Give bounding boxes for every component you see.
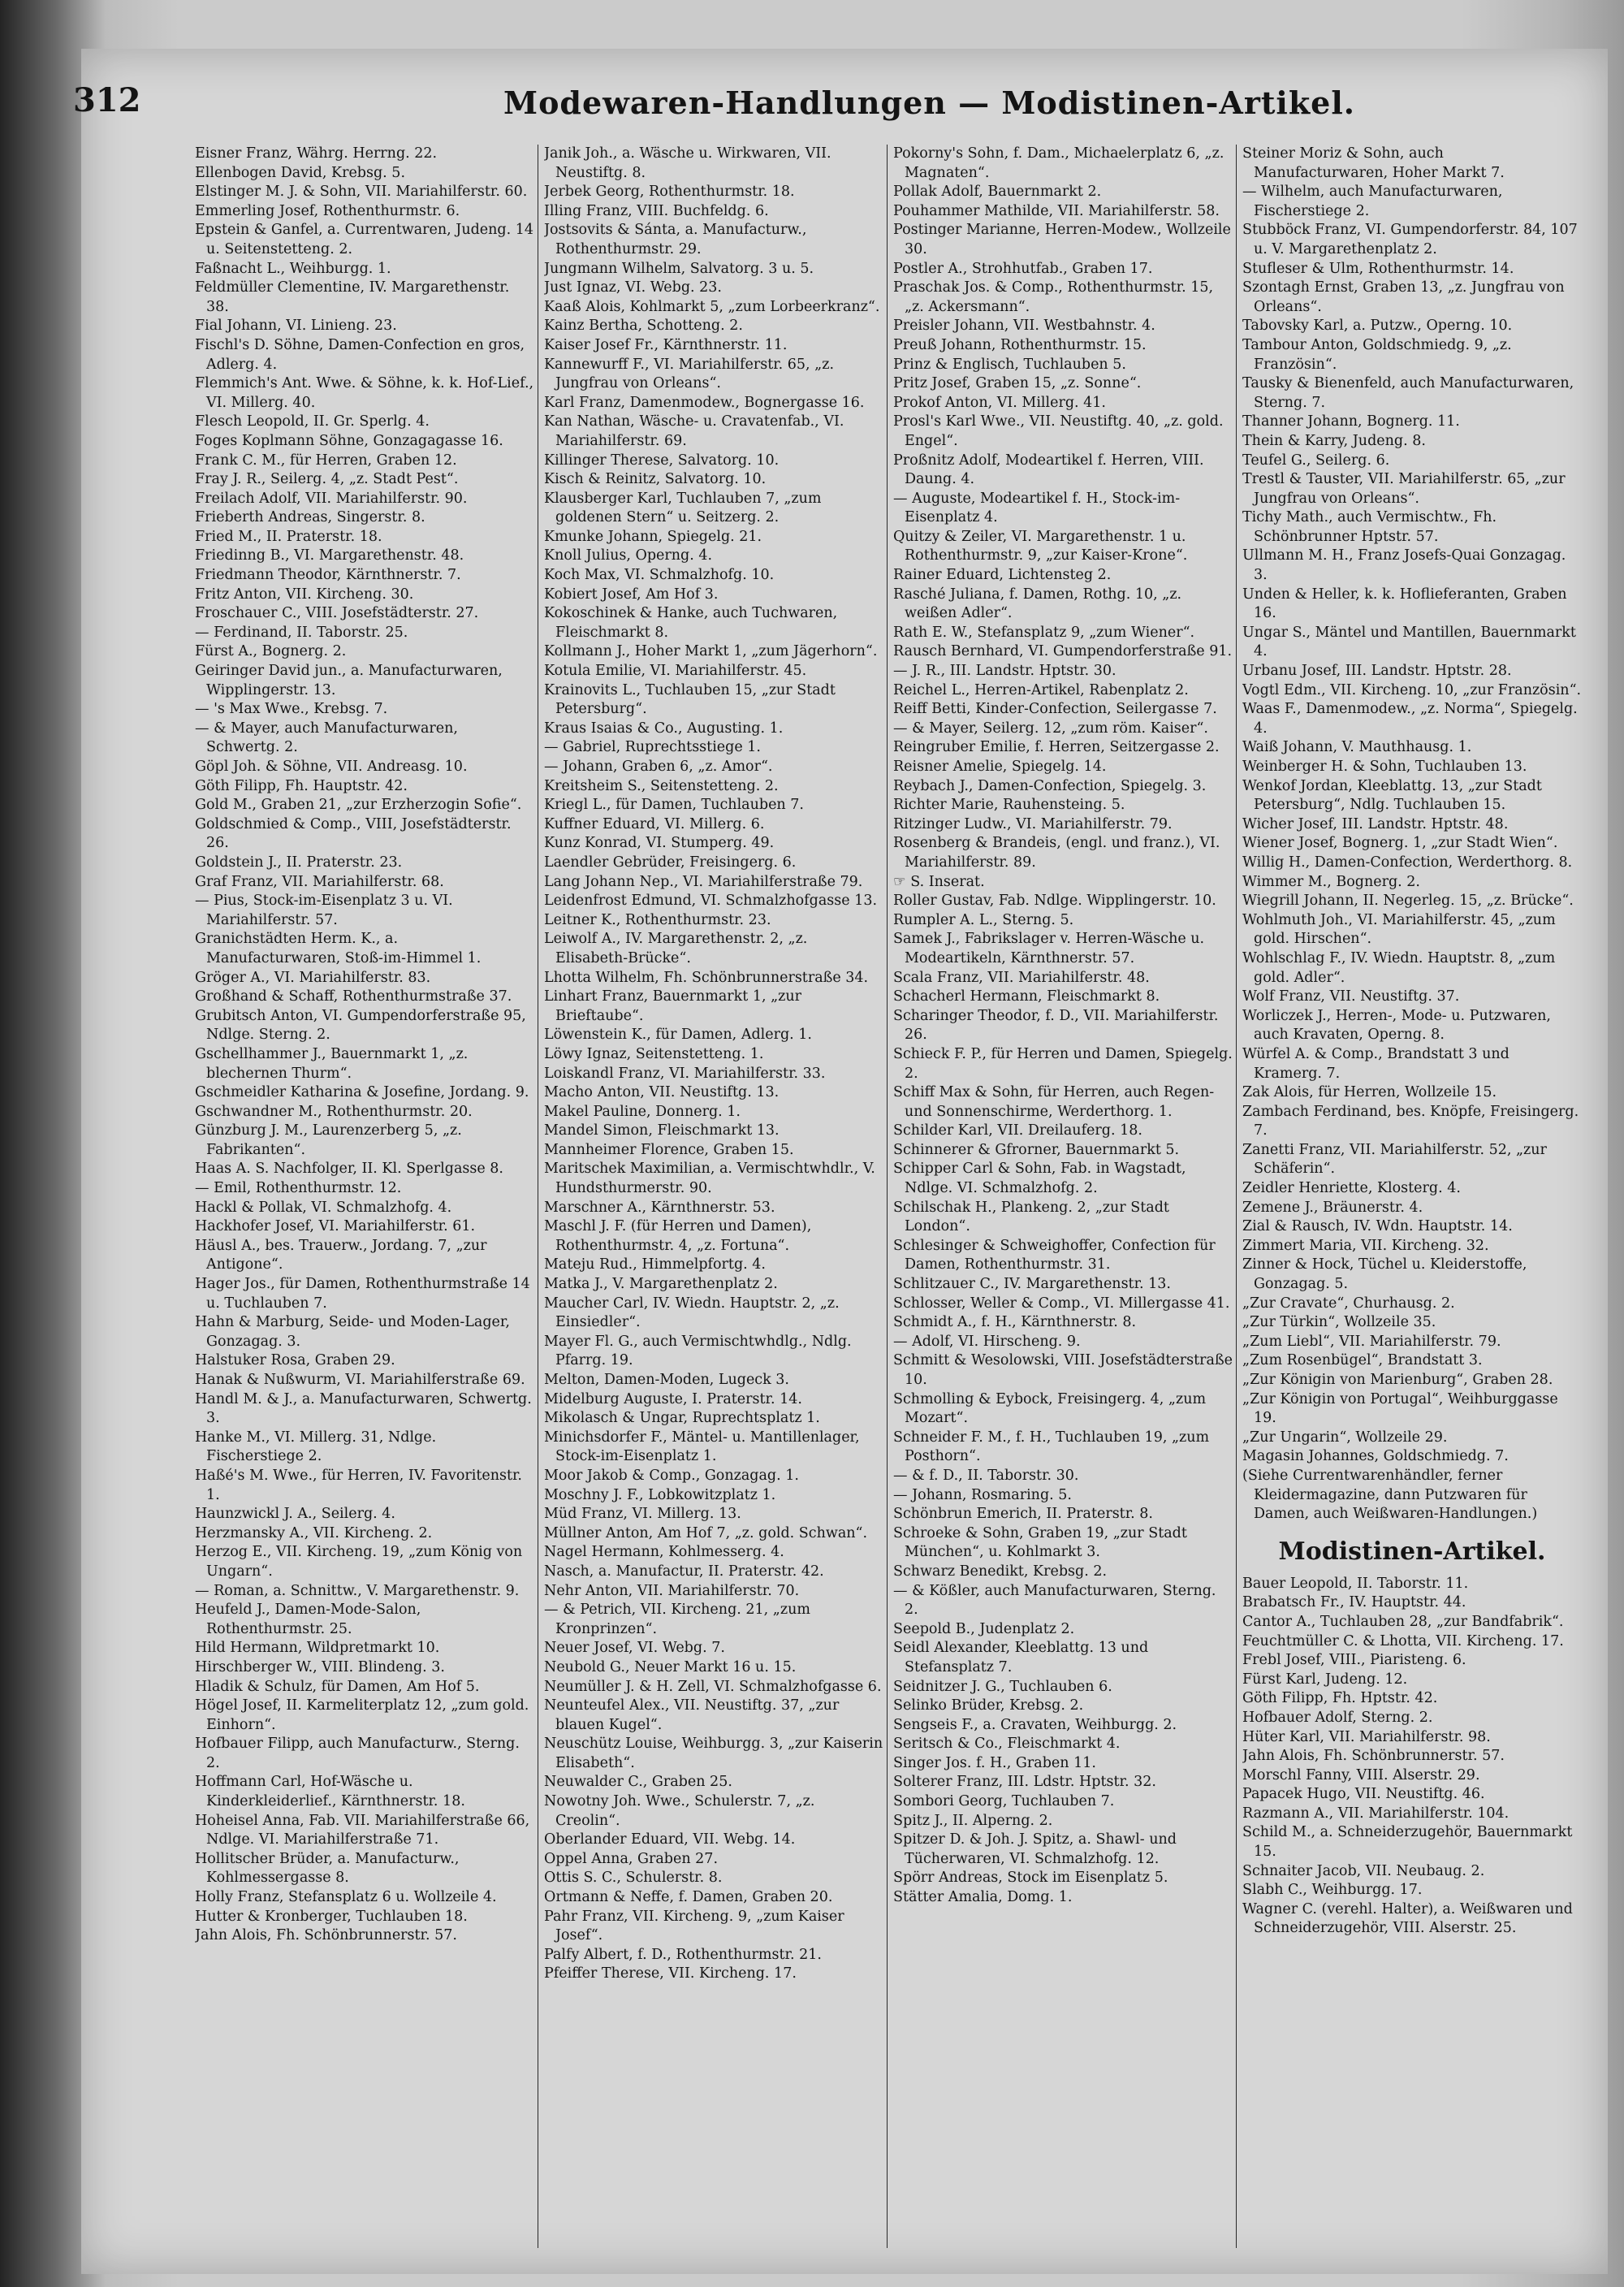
directory-entry: Grubitsch Anton, VI. Gumpendorferstraße 95, Ndlge. Sterng. 2.: [195, 1007, 526, 1044]
directory-entry: Solterer Franz, III. Ldstr. Hptstr. 32.: [893, 1774, 1156, 1791]
directory-entry: Lang Johann Nep., VI. Mariahilferstraße 79.: [544, 873, 863, 890]
directory-entry: Müd Franz, VI. Millerg. 13.: [544, 1506, 741, 1523]
directory-entry: Quitzy & Zeiler, VI. Margarethenstr. 1 u. Rothenthurmstr. 9, „zur Kaiser-Krone“.: [893, 528, 1188, 564]
directory-entry: Janik Joh., a. Wäsche u. Wirkwaren, VII. Neustiftg. 8.: [544, 145, 831, 181]
directory-entry: — Johann, Rosmaring. 5.: [893, 1486, 1072, 1503]
directory-entry: Waas F., Damenmodew., „z. Norma“, Spiegelg. 4.: [1242, 701, 1578, 737]
directory-entry: Gschwandner M., Rothenthurmstr. 20.: [195, 1103, 473, 1120]
directory-entry: Ellenbogen David, Krebsg. 5.: [195, 164, 406, 181]
directory-entry: Göpl Joh. & Söhne, VII. Andreasg. 10.: [195, 759, 468, 775]
directory-entry: Feldmüller Clementine, IV. Margarethenstr. 38.: [195, 279, 510, 315]
directory-entry: Waiß Johann, V. Mauthhausg. 1.: [1242, 739, 1472, 756]
directory-entry: Kunz Konrad, VI. Stumperg. 49.: [544, 835, 775, 852]
directory-entry: Richter Marie, Rauhensteing. 5.: [893, 797, 1125, 814]
directory-entry: Zial & Rausch, IV. Wdn. Hauptstr. 14.: [1242, 1218, 1513, 1235]
directory-entry: Kotula Emilie, VI. Mariahilferstr. 45.: [544, 663, 807, 680]
directory-entry: Kriegl L., für Damen, Tuchlauben 7.: [544, 797, 804, 814]
directory-entry: Rainer Eduard, Lichtensteg 2.: [893, 567, 1112, 584]
directory-entry: Selinko Brüder, Krebsg. 2.: [893, 1697, 1084, 1714]
directory-entry: — Emil, Rothenthurmstr. 12.: [195, 1180, 402, 1197]
directory-entry: Würfel A. & Comp., Brandstatt 3 und Kramerg. 7.: [1242, 1045, 1510, 1082]
directory-entry: Schnaiter Jacob, VII. Neubaug. 2.: [1242, 1862, 1485, 1879]
directory-entry: Sombori Georg, Tuchlauben 7.: [893, 1793, 1115, 1810]
directory-entry: Gschmeidler Katharina & Josefine, Jordang. 9.: [195, 1084, 529, 1101]
directory-entry: Roller Gustav, Fab. Ndlge. Wipplingerstr. 10.: [893, 893, 1216, 910]
directory-entry: Seidnitzer J. G., Tuchlauben 6.: [893, 1678, 1112, 1695]
directory-entry: Foges Koplmann Söhne, Gonzagagasse 16.: [195, 432, 503, 449]
directory-entry: (Siehe Currentwarenhändler, ferner Kleidermagazine, dann Putzwaren für Damen, auch Weißwaren-Handlungen.): [1242, 1467, 1538, 1523]
directory-entry: „Zur Königin von Portugal“, Weihburggasse 19.: [1242, 1390, 1558, 1427]
directory-entry: Ritzinger Ludw., VI. Mariahilferstr. 79.: [893, 815, 1173, 832]
directory-entry: Günzburg J. M., Laurenzerberg 5, „z. Fabrikanten“.: [195, 1122, 462, 1158]
directory-entry: Maucher Carl, IV. Wiedn. Hauptstr. 2, „z. Einsiedler“.: [544, 1295, 840, 1331]
directory-entry: Schmidt A., f. H., Kärnthnerstr. 8.: [893, 1314, 1137, 1331]
section-title: Modistinen-Artikel.: [1278, 1537, 1546, 1566]
directory-entry: Wimmer M., Bognerg. 2.: [1242, 873, 1420, 890]
directory-entry: Rath E. W., Stefansplatz 9, „zum Wiener“.: [893, 624, 1195, 641]
directory-entry: Schneider F. M., f. H., Tuchlauben 19, „zum Posthorn“.: [893, 1429, 1210, 1465]
directory-entry: Pritz Josef, Graben 15, „z. Sonne“.: [893, 375, 1142, 392]
directory-entry: Jostsovits & Sánta, a. Manufacturw., Rothenthurmstr. 29.: [544, 222, 807, 257]
directory-entry: Schilschak H., Plankeng. 2, „zur Stadt London“.: [893, 1199, 1169, 1235]
page-number: 312: [73, 81, 141, 119]
directory-entry: Hirschberger W., VIII. Blindeng. 3.: [195, 1658, 445, 1675]
directory-entry: Zanetti Franz, VII. Mariahilferstr. 52, „zur Schäferin“.: [1242, 1141, 1547, 1178]
directory-entry: Leiwolf A., IV. Margarethenstr. 2, „z. Elisabeth-Brücke“.: [544, 931, 808, 966]
directory-entry: Thanner Johann, Bognerg. 11.: [1242, 413, 1460, 430]
directory-entry: Killinger Therese, Salvatorg. 10.: [544, 452, 780, 469]
directory-entry: Wicher Josef, III. Landstr. Hptstr. 48.: [1242, 815, 1509, 832]
directory-entry: Rosenberg & Brandeis, (engl. und franz.), VI. Mariahilferstr. 89.: [893, 835, 1220, 871]
directory-entry: Midelburg Auguste, I. Praterstr. 14.: [544, 1390, 802, 1407]
directory-entry: Goldstein J., II. Praterstr. 23.: [195, 854, 403, 871]
directory-entry: — & Petrich, VII. Kircheng. 21, „zum Kronprinzen“.: [544, 1602, 810, 1637]
directory-entry: Melton, Damen-Moden, Lugeck 3.: [544, 1372, 789, 1388]
directory-entry: Mikolasch & Ungar, Ruprechtsplatz 1.: [544, 1410, 820, 1427]
directory-entry: Rausch Bernhard, VI. Gumpendorferstraße 91.: [893, 643, 1233, 660]
directory-entry: Brabatsch Fr., IV. Hauptstr. 44.: [1242, 1594, 1466, 1611]
page-title: Modewaren-Handlungen — Modistinen-Artikel.: [503, 84, 1355, 121]
directory-entry: Hüter Karl, VII. Mariahilferstr. 98.: [1242, 1728, 1491, 1745]
directory-entry: Fürst A., Bognerg. 2.: [195, 643, 347, 660]
col4-entries: [1242, 145, 1582, 1524]
directory-entry: Cantor A., Tuchlauben 28, „zur Bandfabrik“.: [1242, 1613, 1564, 1630]
directory-entry: Kraus Isaias & Co., Augusting. 1.: [544, 720, 784, 737]
directory-entry: Mannheimer Florence, Graben 15.: [544, 1141, 794, 1158]
directory-entry: Kisch & Reinitz, Salvatorg. 10.: [544, 471, 767, 488]
directory-entry: — Johann, Graben 6, „z. Amor“.: [544, 759, 773, 775]
directory-entry: Jahn Alois, Fh. Schönbrunnerstr. 57.: [195, 1927, 457, 1944]
directory-entry: Urbanu Josef, III. Landstr. Hptstr. 28.: [1242, 663, 1512, 680]
directory-entry: Zak Alois, für Herren, Wollzeile 15.: [1242, 1084, 1497, 1101]
directory-entry: Mayer Fl. G., auch Vermischtwhdlg., Ndlg. Pfarrg. 19.: [544, 1333, 852, 1369]
directory-entry: Göth Filipp, Fh. Hptstr. 42.: [1242, 1690, 1438, 1707]
directory-entry: Zinner & Hock, Tüchel u. Kleiderstoffe, Gonzagag. 5.: [1242, 1256, 1527, 1293]
directory-entry: Matka J., V. Margarethenplatz 2.: [544, 1276, 778, 1293]
directory-entry: Jungmann Wilhelm, Salvatorg. 3 u. 5.: [544, 260, 814, 277]
directory-entry: Kaiser Josef Fr., Kärnthnerstr. 11.: [544, 336, 788, 353]
directory-entry: Praschak Jos. & Comp., Rothenthurmstr. 15, „z. Ackersmann“.: [893, 279, 1214, 315]
directory-entry: Laendler Gebrüder, Freisingerg. 6.: [544, 854, 797, 871]
directory-entry: Razmann A., VII. Mariahilferstr. 104.: [1242, 1805, 1510, 1822]
directory-entry: Graf Franz, VII. Mariahilferstr. 68.: [195, 873, 444, 890]
directory-entry: Seritsch & Co., Fleischmarkt 4.: [893, 1736, 1121, 1753]
directory-entry: Vogtl Edm., VII. Kircheng. 10, „zur Französin“.: [1242, 681, 1582, 698]
directory-entry: Neunteufel Alex., VII. Neustiftg. 37, „zur blauen Kugel“.: [544, 1697, 840, 1733]
directory-entry: — & Mayer, Seilerg. 12, „zum röm. Kaiser“.: [893, 720, 1208, 737]
directory-columns: [195, 145, 1582, 2256]
directory-entry: Gschellhammer J., Bauernmarkt 1, „z. blechernen Thurm“.: [195, 1045, 469, 1082]
directory-entry: Spörr Andreas, Stock im Eisenplatz 5.: [893, 1870, 1168, 1887]
directory-entry: Papacek Hugo, VII. Neustiftg. 46.: [1242, 1786, 1485, 1803]
directory-entry: Moor Jakob & Comp., Gonzagag. 1.: [544, 1467, 799, 1484]
directory-entry: Ungar S., Mäntel und Mantillen, Bauernmarkt 4.: [1242, 624, 1576, 660]
directory-entry: Fial Johann, VI. Linieng. 23.: [195, 318, 397, 335]
directory-entry: Heufeld J., Damen-Mode-Salon, Rothenthurmstr. 25.: [195, 1602, 421, 1637]
directory-entry: Kaaß Alois, Kohlmarkt 5, „zum Lorbeerkranz“.: [544, 298, 880, 315]
directory-entry: Willig H., Damen-Confection, Werderthorg. 8.: [1242, 854, 1573, 871]
column-4: [1242, 145, 1582, 1939]
directory-entry: Magasin Johannes, Goldschmiedg. 7.: [1242, 1448, 1509, 1465]
column-3: [893, 145, 1233, 1908]
directory-entry: Gröger A., VI. Mariahilferstr. 83.: [195, 969, 431, 986]
directory-entry: Herzog E., VII. Kircheng. 19, „zum König von Ungarn“.: [195, 1544, 523, 1580]
directory-entry: Krainovits L., Tuchlauben 15, „zur Stadt Petersburg“.: [544, 681, 836, 718]
directory-entry: Haunzwickl J. A., Seilerg. 4.: [195, 1506, 395, 1523]
directory-entry: Nasch, a. Manufactur, II. Praterstr. 42.: [544, 1563, 824, 1580]
directory-entry: Slabh C., Weihburgg. 17.: [1242, 1882, 1423, 1899]
directory-entry: — Ferdinand, II. Taborstr. 25.: [195, 624, 408, 641]
directory-entry: Wolf Franz, VII. Neustiftg. 37.: [1242, 988, 1460, 1005]
directory-entry: — Auguste, Modeartikel f. H., Stock-im-Eisenplatz 4.: [893, 490, 1181, 526]
directory-entry: Preisler Johann, VII. Westbahnstr. 4.: [893, 318, 1155, 335]
directory-entry: „Zum Rosenbügel“, Brandstatt 3.: [1242, 1352, 1483, 1369]
directory-entry: Friedmann Theodor, Kärnthnerstr. 7.: [195, 567, 461, 584]
directory-entry: Wagner C. (verehl. Halter), a. Weißwaren und Schneiderzugehör, VIII. Alserstr. 25.: [1242, 1900, 1573, 1937]
directory-entry: Palfy Albert, f. D., Rothenthurmstr. 21.: [544, 1946, 822, 1963]
directory-entry: Rumpler A. L., Sterng. 5.: [893, 911, 1074, 928]
directory-entry: Neuer Josef, VI. Webg. 7.: [544, 1640, 725, 1657]
column-1: [195, 145, 534, 1946]
directory-entry: Illing Franz, VIII. Buchfeldg. 6.: [544, 202, 769, 219]
directory-entry: Högel Josef, II. Karmeliterplatz 12, „zum gold. Einhorn“.: [195, 1697, 529, 1733]
directory-entry: Zemene J., Bräunerstr. 4.: [1242, 1199, 1423, 1216]
directory-entry: Oberlander Eduard, VII. Webg. 14.: [544, 1831, 796, 1848]
directory-entry: Haßé's M. Wwe., für Herren, IV. Favoritenstr. 1.: [195, 1467, 522, 1503]
directory-entry: „Zur Cravate“, Churhausg. 2.: [1242, 1295, 1455, 1312]
directory-entry: Moschny J. F., Lobkowitzplatz 1.: [544, 1486, 776, 1503]
directory-entry: Halstuker Rosa, Graben 29.: [195, 1352, 395, 1369]
directory-entry: Fischl's D. Söhne, Damen-Confection en gros, Adlerg. 4.: [195, 336, 525, 373]
directory-entry: Mandel Simon, Fleischmarkt 13.: [544, 1122, 780, 1139]
directory-entry: Hofbauer Adolf, Sterng. 2.: [1242, 1709, 1433, 1726]
directory-entry: Emmerling Josef, Rothenthurmstr. 6.: [195, 202, 460, 219]
directory-entry: — & Mayer, auch Manufacturwaren, Schwertg. 2.: [195, 720, 458, 756]
directory-entry: Fried M., II. Praterstr. 18.: [195, 528, 382, 545]
directory-entry: Pouhammer Mathilde, VII. Mariahilferstr. 58.: [893, 202, 1220, 219]
directory-entry: Zambach Ferdinand, bes. Knöpfe, Freisingerg. 7.: [1242, 1103, 1579, 1139]
directory-entry: Wiegrill Johann, II. Negerleg. 15, „z. Brücke“.: [1242, 893, 1574, 910]
directory-entry: Kobiert Josef, Am Hof 3.: [544, 586, 719, 603]
directory-entry: Bauer Leopold, II. Taborstr. 11.: [1242, 1575, 1469, 1592]
directory-entry: Neuwalder C., Graben 25.: [544, 1774, 732, 1791]
directory-entry: Kannewurff F., VI. Mariahilferstr. 65, „z. Jungfrau von Orleans“.: [544, 356, 835, 392]
directory-entry: Prinz & Englisch, Tuchlauben 5.: [893, 356, 1126, 373]
directory-entry: Geiringer David jun., a. Manufacturwaren, Wipplingerstr. 13.: [195, 663, 503, 698]
directory-entry: Kan Nathan, Wäsche- u. Cravatenfab., VI. Mariahilferstr. 69.: [544, 413, 844, 449]
directory-entry: Feuchtmüller C. & Lhotta, VII. Kircheng. 17.: [1242, 1632, 1564, 1649]
directory-entry: Just Ignaz, VI. Webg. 23.: [544, 279, 722, 296]
directory-entry: Worliczek J., Herren-, Mode- u. Putzwaren, auch Kravaten, Operng. 8.: [1242, 1007, 1551, 1044]
directory-entry: Friedinng B., VI. Margarethenstr. 48.: [195, 547, 464, 564]
directory-entry: Leitner K., Rothenthurmstr. 23.: [544, 911, 771, 928]
directory-entry: Kainz Bertha, Schotteng. 2.: [544, 318, 743, 335]
directory-entry: — & f. D., II. Taborstr. 30.: [893, 1467, 1079, 1484]
directory-entry: Hanke M., VI. Millerg. 31, Ndlge. Fischerstiege 2.: [195, 1429, 437, 1465]
directory-entry: Schipper Carl & Sohn, Fab. in Wagstadt, Ndlge. VI. Schmalzhofg. 2.: [893, 1161, 1186, 1197]
directory-entry: Maritschek Maximilian, a. Vermischtwhdlr., V. Hundsthurmerstr. 90.: [544, 1161, 875, 1197]
directory-entry: Seidl Alexander, Kleeblattg. 13 und Stefansplatz 7.: [893, 1640, 1149, 1675]
directory-entry: — 's Max Wwe., Krebsg. 7.: [195, 701, 388, 718]
directory-entry: Neumüller J. & H. Zell, VI. Schmalzhofgasse 6.: [544, 1678, 882, 1695]
directory-entry: Lhotta Wilhelm, Fh. Schönbrunnerstraße 34.: [544, 969, 869, 986]
directory-entry: Hoffmann Carl, Hof-Wäsche u. Kinderkleiderlief., Kärnthnerstr. 18.: [195, 1774, 465, 1810]
directory-entry: ☞ S. Inserat.: [893, 873, 985, 890]
directory-entry: Gold M., Graben 21, „zur Erzherzogin Sofie“.: [195, 797, 522, 814]
directory-entry: Proßnitz Adolf, Modeartikel f. Herren, VIII. Daung. 4.: [893, 452, 1204, 488]
directory-entry: — & Kößler, auch Manufacturwaren, Sterng. 2.: [893, 1582, 1216, 1619]
directory-entry: Häusl A., bes. Trauerw., Jordang. 7, „zur Antigone“.: [195, 1237, 487, 1273]
directory-entry: Reingruber Emilie, f. Herren, Seitzergasse 2.: [893, 739, 1220, 756]
directory-entry: Hofbauer Filipp, auch Manufacturw., Sterng. 2.: [195, 1736, 520, 1771]
directory-entry: Minichsdorfer F., Mäntel- u. Mantillenlager, Stock-im-Eisenplatz 1.: [544, 1429, 860, 1465]
directory-entry: Wohlschlag F., IV. Wiedn. Hauptstr. 8, „zum gold. Adler“.: [1242, 949, 1556, 986]
directory-entry: Loiskandl Franz, VI. Mariahilferstr. 33.: [544, 1065, 826, 1082]
directory-entry: Löwenstein K., für Damen, Adlerg. 1.: [544, 1027, 812, 1044]
directory-entry: Koch Max, VI. Schmalzhofg. 10.: [544, 567, 775, 584]
directory-entry: Tichy Math., auch Vermischtw., Fh. Schönbrunner Hptstr. 57.: [1242, 509, 1497, 545]
directory-entry: — Roman, a. Schnittw., V. Margarethenstr. 9.: [195, 1582, 520, 1599]
directory-entry: Epstein & Ganfel, a. Currentwaren, Judeng. 14 u. Seitenstetteng. 2.: [195, 222, 534, 257]
directory-entry: „Zur Türkin“, Wollzeile 35.: [1242, 1314, 1436, 1331]
directory-entry: „Zur Königin von Marienburg“, Graben 28.: [1242, 1372, 1553, 1388]
directory-entry: Nagel Hermann, Kohlmesserg. 4.: [544, 1544, 784, 1561]
directory-entry: Schild M., a. Schneiderzugehör, Bauernmarkt 15.: [1242, 1824, 1573, 1861]
directory-entry: Kokoschinek & Hanke, auch Tuchwaren, Fleischmarkt 8.: [544, 605, 838, 641]
directory-entry: Flesch Leopold, II. Gr. Sperlg. 4.: [195, 413, 430, 430]
directory-entry: Fürst Karl, Judeng. 12.: [1242, 1671, 1408, 1688]
directory-entry: Pollak Adolf, Bauernmarkt 2.: [893, 184, 1102, 201]
directory-entry: Schönbrun Emerich, II. Praterstr. 8.: [893, 1506, 1153, 1523]
directory-entry: Holly Franz, Stefansplatz 6 u. Wollzeile 4.: [195, 1889, 497, 1906]
directory-entry: Granichstädten Herm. K., a. Manufacturwaren, Stoß-im-Himmel 1.: [195, 931, 482, 966]
directory-entry: Schroeke & Sohn, Graben 19, „zur Stadt München“, u. Kohlmarkt 3.: [893, 1524, 1187, 1561]
directory-entry: Marschner A., Kärnthnerstr. 53.: [544, 1199, 775, 1216]
directory-entry: Schmolling & Eybock, Freisingerg. 4, „zum Mozart“.: [893, 1390, 1207, 1427]
directory-entry: Makel Pauline, Donnerg. 1.: [544, 1103, 741, 1120]
directory-entry: Großhand & Schaff, Rothenthurmstraße 37.: [195, 988, 512, 1005]
directory-entry: Tabovsky Karl, a. Putzw., Operng. 10.: [1242, 318, 1513, 335]
directory-entry: Frank C. M., für Herren, Graben 12.: [195, 452, 457, 469]
directory-entry: Oppel Anna, Graben 27.: [544, 1850, 719, 1867]
directory-entry: Schinnerer & Gfrorner, Bauernmarkt 5.: [893, 1141, 1180, 1158]
directory-entry: Jahn Alois, Fh. Schönbrunnerstr. 57.: [1242, 1748, 1505, 1765]
directory-entry: Hackl & Pollak, VI. Schmalzhofg. 4.: [195, 1199, 452, 1216]
directory-entry: Seepold B., Judenplatz 2.: [893, 1620, 1075, 1637]
directory-entry: Tausky & Bienenfeld, auch Manufacturwaren, Sterng. 7.: [1242, 375, 1574, 411]
directory-entry: Jerbek Georg, Rothenthurmstr. 18.: [544, 184, 795, 201]
directory-entry: Unden & Heller, k. k. Hoflieferanten, Graben 16.: [1242, 586, 1567, 622]
directory-entry: Hladik & Schulz, für Damen, Am Hof 5.: [195, 1678, 480, 1695]
directory-entry: Hager Jos., für Damen, Rothenthurmstraße 14 u. Tuchlauben 7.: [195, 1276, 530, 1312]
directory-entry: Fritz Anton, VII. Kircheng. 30.: [195, 586, 414, 603]
directory-entry: „Zur Ungarin“, Wollzeile 29.: [1242, 1429, 1448, 1446]
directory-entry: Postinger Marianne, Herren-Modew., Wollzeile 30.: [893, 222, 1231, 257]
directory-entry: Flemmich's Ant. Wwe. & Söhne, k. k. Hof-Lief., VI. Millerg. 40.: [195, 375, 534, 411]
directory-entry: Reisner Amelie, Spiegelg. 14.: [893, 759, 1107, 775]
directory-entry: Prokof Anton, VI. Millerg. 41.: [893, 394, 1106, 411]
directory-entry: Kollmann J., Hoher Markt 1, „zum Jägerhorn“.: [544, 643, 878, 660]
directory-entry: Stubböck Franz, VI. Gumpendorferstr. 84, 107 u. V. Margarethenplatz 2.: [1242, 222, 1578, 257]
directory-entry: Teufel G., Seilerg. 6.: [1242, 452, 1390, 469]
directory-entry: Hutter & Kronberger, Tuchlauben 18.: [195, 1908, 468, 1925]
directory-entry: Reiff Betti, Kinder-Confection, Seilergasse 7.: [893, 701, 1217, 718]
directory-entry: Zimmert Maria, VII. Kircheng. 32.: [1242, 1237, 1489, 1254]
directory-entry: Göth Filipp, Fh. Hauptstr. 42.: [195, 777, 408, 794]
directory-entry: Thein & Karry, Judeng. 8.: [1242, 432, 1426, 449]
directory-entry: Kuffner Eduard, VI. Millerg. 6.: [544, 815, 765, 832]
directory-entry: Freilach Adolf, VII. Mariahilferstr. 90.: [195, 490, 468, 507]
directory-entry: Reybach J., Damen-Confection, Spiegelg. 3.: [893, 777, 1207, 794]
directory-entry: Spitzer D. & Joh. J. Spitz, a. Shawl- und Tücherwaren, VI. Schmalzhofg. 12.: [893, 1831, 1177, 1867]
directory-entry: Rasché Juliana, f. Damen, Rothg. 10, „z. weißen Adler“.: [893, 586, 1182, 622]
directory-entry: Knoll Julius, Operng. 4.: [544, 547, 713, 564]
directory-entry: Prosl's Karl Wwe., VII. Neustiftg. 40, „z. gold. Engel“.: [893, 413, 1224, 449]
directory-entry: Hanak & Nußwurm, VI. Mariahilferstraße 69.: [195, 1372, 525, 1388]
directory-entry: Schieck F. P., für Herren und Damen, Spiegelg. 2.: [893, 1045, 1233, 1082]
directory-entry: Faßnacht L., Weihburgg. 1.: [195, 260, 391, 277]
directory-entry: Steiner Moriz & Sohn, auch Manufacturwaren, Hoher Markt 7.: [1242, 145, 1505, 181]
directory-entry: Weinberger H. & Sohn, Tuchlauben 13.: [1242, 759, 1527, 775]
directory-entry: Schilder Karl, VII. Dreilauferg. 18.: [893, 1122, 1142, 1139]
directory-entry: Linhart Franz, Bauernmarkt 1, „zur Brieftaube“.: [544, 988, 802, 1024]
directory-entry: Hollitscher Brüder, a. Manufacturw., Kohlmessergasse 8.: [195, 1850, 460, 1887]
directory-entry: Kmunke Johann, Spiegelg. 21.: [544, 528, 762, 545]
directory-entry: Schacherl Hermann, Fleischmarkt 8.: [893, 988, 1160, 1005]
directory-entry: — Gabriel, Ruprechtsstiege 1.: [544, 739, 761, 756]
directory-entry: Hahn & Marburg, Seide- und Moden-Lager, Gonzagag. 3.: [195, 1314, 510, 1350]
directory-entry: Klausberger Karl, Tuchlauben 7, „zum goldenen Stern“ u. Seitzerg. 2.: [544, 490, 822, 526]
directory-entry: Handl M. & J., a. Manufacturwaren, Schwertg. 3.: [195, 1390, 532, 1427]
directory-entry: Reichel L., Herren-Artikel, Rabenplatz 2.: [893, 681, 1189, 698]
directory-entry: Scharinger Theodor, f. D., VII. Mariahilferstr. 26.: [893, 1007, 1219, 1044]
directory-entry: Schlitzauer C., IV. Margarethenstr. 13.: [893, 1276, 1171, 1293]
directory-entry: Wiener Josef, Bognerg. 1, „zur Stadt Wien“.: [1242, 835, 1558, 852]
directory-entry: Goldschmied & Comp., VIII, Josefstädterstr. 26.: [195, 815, 512, 852]
directory-entry: Haas A. S. Nachfolger, II. Kl. Sperlgasse 8.: [195, 1161, 503, 1178]
directory-entry: Morschl Fanny, VIII. Alserstr. 29.: [1242, 1766, 1480, 1783]
directory-entry: Preuß Johann, Rothenthurmstr. 15.: [893, 336, 1147, 353]
section-entries: [1242, 1575, 1582, 1939]
directory-entry: Mateju Rud., Himmelpfortg. 4.: [544, 1256, 766, 1273]
directory-entry: Samek J., Fabrikslager v. Herren-Wäsche u. Modeartikeln, Kärnthnerstr. 57.: [893, 931, 1205, 966]
directory-entry: Nehr Anton, VII. Mariahilferstr. 70.: [544, 1582, 800, 1599]
directory-entry: Trestl & Tauster, VII. Mariahilferstr. 65, „zur Jungfrau von Orleans“.: [1242, 471, 1566, 507]
directory-entry: — Wilhelm, auch Manufacturwaren, Fischerstiege 2.: [1242, 184, 1503, 219]
directory-entry: Frieberth Andreas, Singerstr. 8.: [195, 509, 425, 526]
directory-entry: — Adolf, VI. Hirscheng. 9.: [893, 1333, 1081, 1350]
column-divider: [1236, 145, 1237, 2248]
column-2: [544, 145, 883, 1984]
directory-entry: Neuschütz Louise, Weihburgg. 3, „zur Kaiserin Elisabeth“.: [544, 1736, 883, 1771]
directory-entry: Zeidler Henriette, Klosterg. 4.: [1242, 1180, 1461, 1197]
directory-entry: Stätter Amalia, Domg. 1.: [893, 1889, 1073, 1906]
directory-entry: Frebl Josef, VIII., Piaristeng. 6.: [1242, 1652, 1466, 1669]
directory-entry: Tambour Anton, Goldschmiedg. 9, „z. Französin“.: [1242, 336, 1512, 373]
directory-entry: Ortmann & Neffe, f. Damen, Graben 20.: [544, 1889, 833, 1906]
directory-entry: Herzmansky A., VII. Kircheng. 2.: [195, 1524, 433, 1541]
directory-entry: Schlesinger & Schweighoffer, Confection für Damen, Rothenthurmstr. 31.: [893, 1237, 1216, 1273]
directory-entry: Singer Jos. f. H., Graben 11.: [893, 1754, 1096, 1771]
directory-entry: Hild Hermann, Wildpretmarkt 10.: [195, 1640, 440, 1657]
directory-entry: Szontagh Ernst, Graben 13, „z. Jungfrau von Orleans“.: [1242, 279, 1565, 315]
directory-entry: Hackhofer Josef, VI. Mariahilferstr. 61.: [195, 1218, 476, 1235]
directory-entry: Fray J. R., Seilerg. 4, „z. Stadt Pest“.: [195, 471, 459, 488]
directory-entry: Froschauer C., VIII. Josefstädterstr. 27.: [195, 605, 479, 622]
directory-entry: Nowotny Joh. Wwe., Schulerstr. 7, „z. Creolin“.: [544, 1793, 815, 1829]
directory-entry: Pfeiffer Therese, VII. Kircheng. 17.: [544, 1965, 797, 1982]
directory-entry: Karl Franz, Damenmodew., Bognergasse 16.: [544, 394, 865, 411]
directory-entry: Ullmann M. H., Franz Josefs-Quai Gonzagag. 3.: [1242, 547, 1566, 584]
directory-entry: Pahr Franz, VII. Kircheng. 9, „zum Kaiser Josef“.: [544, 1908, 844, 1944]
directory-entry: Spitz J., II. Alperng. 2.: [893, 1812, 1053, 1829]
directory-entry: Schmitt & Wesolowski, VIII. Josefstädterstraße 10.: [893, 1352, 1233, 1388]
directory-entry: Neubold G., Neuer Markt 16 u. 15.: [544, 1658, 797, 1675]
directory-entry: Schiff Max & Sohn, für Herren, auch Regen- und Sonnenschirme, Werderthorg. 1.: [893, 1084, 1215, 1120]
directory-entry: „Zum Liebl“, VII. Mariahilferstr. 79.: [1242, 1333, 1501, 1350]
directory-entry: Wohlmuth Joh., VI. Mariahilferstr. 45, „zum gold. Hirschen“.: [1242, 911, 1556, 948]
directory-entry: Elstinger M. J. & Sohn, VII. Mariahilferstr. 60.: [195, 184, 528, 201]
directory-entry: — J. R., III. Landstr. Hptstr. 30.: [893, 663, 1116, 680]
directory-entry: Schlosser, Weller & Comp., VI. Millergasse 41.: [893, 1295, 1230, 1312]
directory-entry: Eisner Franz, Währg. Herrng. 22.: [195, 145, 438, 162]
directory-entry: — Pius, Stock-im-Eisenplatz 3 u. VI. Mariahilferstr. 57.: [195, 893, 453, 928]
directory-entry: Scala Franz, VII. Mariahilferstr. 48.: [893, 969, 1150, 986]
directory-entry: Ottis S. C., Schulerstr. 8.: [544, 1870, 723, 1887]
directory-entry: Löwy Ignaz, Seitenstetteng. 1.: [544, 1045, 764, 1062]
directory-entry: Macho Anton, VII. Neustiftg. 13.: [544, 1084, 780, 1101]
directory-entry: Kreitsheim S., Seitenstetteng. 2.: [544, 777, 779, 794]
directory-entry: Schwarz Benedikt, Krebsg. 2.: [893, 1563, 1108, 1580]
directory-entry: Pokorny's Sohn, f. Dam., Michaelerplatz 6, „z. Magnaten“.: [893, 145, 1224, 181]
directory-entry: Maschl J. F. (für Herren und Damen), Rothenthurmstr. 4, „z. Fortuna“.: [544, 1218, 812, 1254]
directory-entry: Hoheisel Anna, Fab. VII. Mariahilferstraße 66, Ndlge. VI. Mariahilferstraße 71.: [195, 1812, 530, 1848]
directory-entry: Sengseis F., a. Cravaten, Weihburgg. 2.: [893, 1716, 1177, 1733]
column-divider: [887, 145, 888, 2248]
directory-entry: Postler A., Strohhutfab., Graben 17.: [893, 260, 1153, 277]
directory-entry: Stufleser & Ulm, Rothenthurmstr. 14.: [1242, 260, 1514, 277]
directory-entry: Müllner Anton, Am Hof 7, „z. gold. Schwan“.: [544, 1524, 868, 1541]
directory-entry: Wenkof Jordan, Kleeblattg. 13, „zur Stadt Petersburg“, Ndlg. Tuchlauben 15.: [1242, 777, 1542, 814]
directory-entry: Leidenfrost Edmund, VI. Schmalzhofgasse 13.: [544, 893, 878, 910]
